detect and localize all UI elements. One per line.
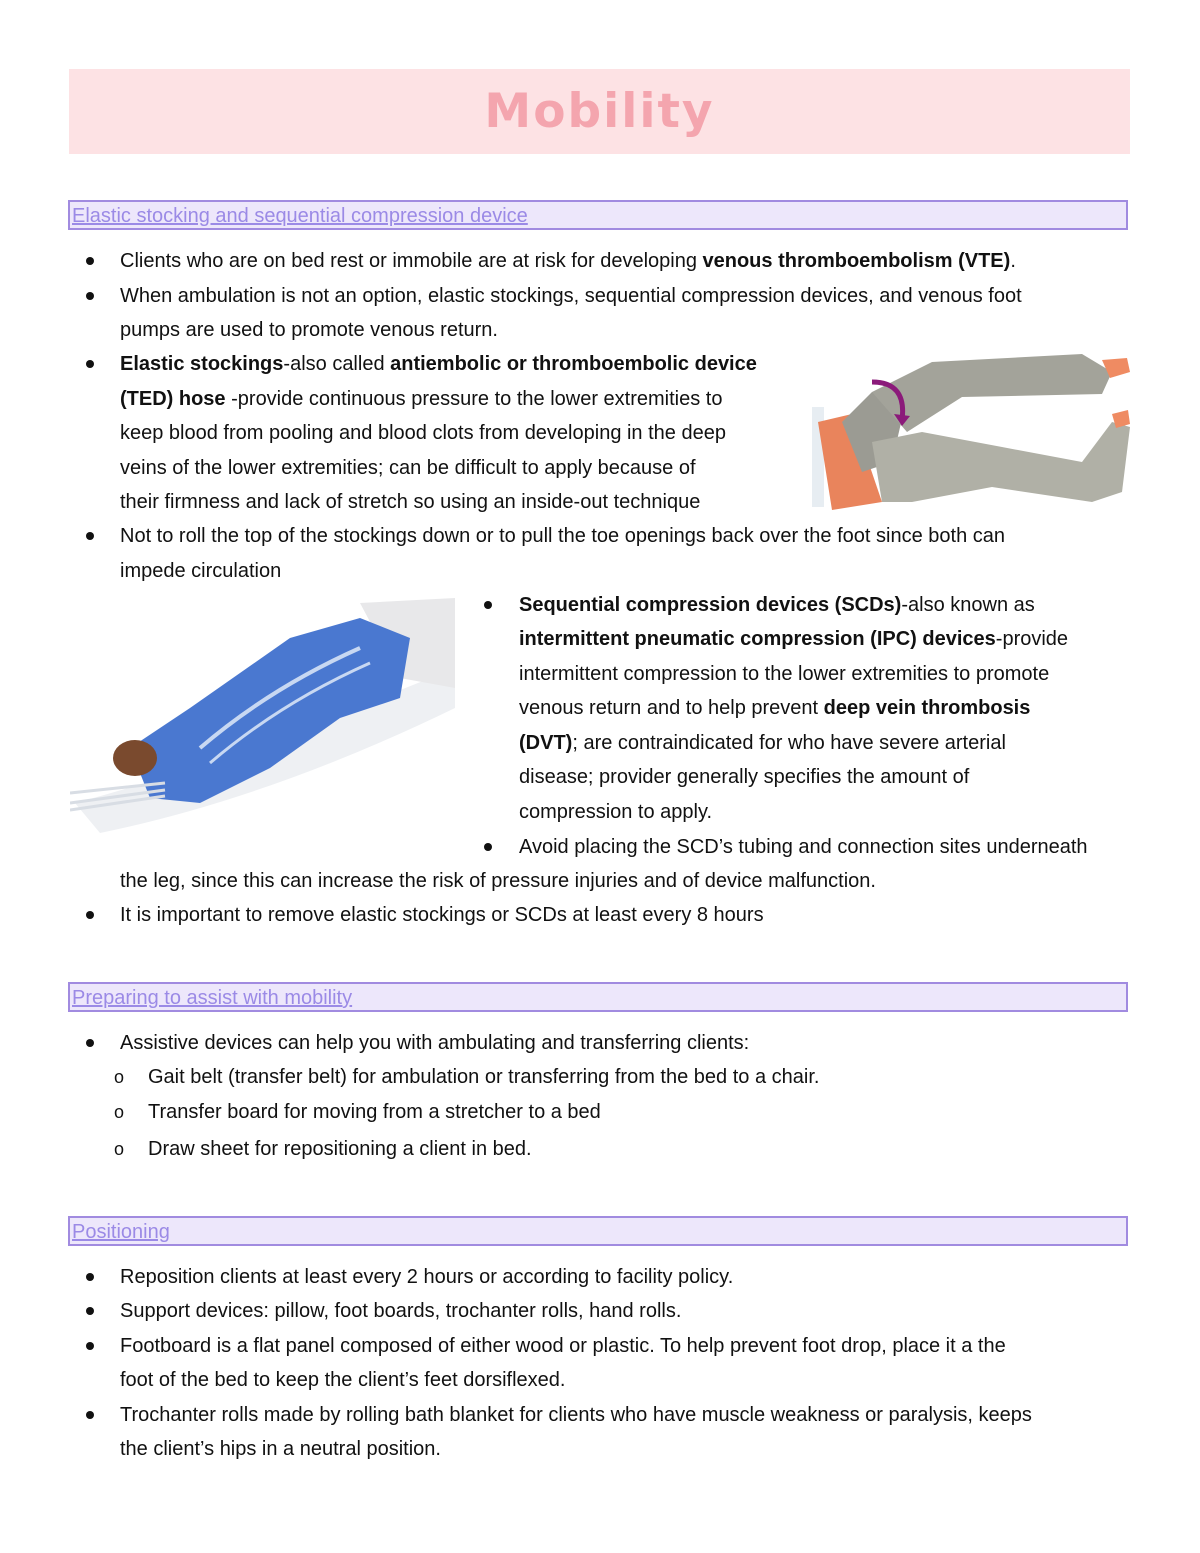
bullet-elastic-line1: Elastic stockings-also called antiembolic or thromboembolic device [120, 353, 757, 375]
bullet-roll-line1: Not to roll the top of the stockings down or to pull the toe openings back over the foot since both can [120, 525, 1005, 547]
bullet-marker [86, 532, 94, 540]
bullet-marker [86, 1342, 94, 1350]
bullet-marker [484, 601, 492, 609]
bullet-trochanter-line1: Trochanter rolls made by rolling bath blanket for clients who have muscle weakness or paralysis, keeps [120, 1404, 1032, 1426]
page-title: Mobility [484, 84, 715, 139]
bullet-ambulation-line2: pumps are used to promote venous return. [120, 319, 498, 341]
bullet-marker [86, 292, 94, 300]
stocking-leg-image [812, 352, 1130, 512]
bullet-scd-line3: intermittent compression to the lower extremities to promote [519, 663, 1050, 685]
bullet-vte: Clients who are on bed rest or immobile are at risk for developing venous thromboembolism (VTE). [120, 250, 1016, 272]
bullet-marker [86, 1273, 94, 1281]
bullet-ambulation-line1: When ambulation is not an option, elastic stockings, sequential compression devices, and venous foot [120, 285, 1022, 307]
bullet-roll-line2: impede circulation [120, 560, 282, 582]
bullet-marker [86, 1307, 94, 1315]
bullet-scd-line7: compression to apply. [519, 801, 713, 823]
bullet-scd-line5: (DVT); are contraindicated for who have severe arterial [519, 732, 1006, 754]
scd-leg-image [70, 598, 455, 838]
bullet-marker [86, 257, 94, 265]
bullet-tubing-line2: the leg, since this can increase the risk of pressure injuries and of device malfunction. [120, 870, 876, 892]
bullet-remove: It is important to remove elastic stockings or SCDs at least every 8 hours [120, 904, 764, 926]
sub-item-draw-sheet: Draw sheet for repositioning a client in bed. [148, 1138, 532, 1160]
bullet-elastic-line3: keep blood from pooling and blood clots from developing in the deep [120, 422, 726, 444]
section-heading-positioning [68, 1216, 1128, 1246]
bullet-elastic-line2: (TED) hose -provide continuous pressure to the lower extremities to [120, 388, 723, 410]
bullet-assistive: Assistive devices can help you with ambulating and transferring clients: [120, 1032, 750, 1054]
sub-item-transfer-board: Transfer board for moving from a stretcher to a bed [148, 1101, 601, 1123]
bullet-reposition: Reposition clients at least every 2 hours or according to facility policy. [120, 1266, 734, 1288]
stocking-upper-leg [872, 354, 1112, 432]
sub-bullet-marker: o [114, 1102, 125, 1122]
bullet-tubing-line1: Avoid placing the SCD’s tubing and connection sites underneath [519, 836, 1088, 858]
bullet-scd-line2: intermittent pneumatic compression (IPC) devices-provide [519, 628, 1069, 650]
section-heading-preparing [68, 982, 1128, 1012]
bullet-marker [86, 1411, 94, 1419]
bullet-marker [86, 360, 94, 368]
title-banner [69, 69, 1130, 154]
section-heading-text: Preparing to assist with mobility [72, 987, 353, 1009]
bullet-scd-line6: disease; provider generally specifies the amount of [519, 766, 970, 788]
bullet-support-devices: Support devices: pillow, foot boards, trochanter rolls, hand rolls. [120, 1300, 682, 1322]
foot-toes [113, 740, 157, 776]
sub-item-gait-belt: Gait belt (transfer belt) for ambulation or transferring from the bed to a chair. [148, 1066, 820, 1088]
sub-bullet-marker: o [114, 1067, 125, 1087]
section-heading-text: Positioning [72, 1221, 170, 1243]
bullet-marker [86, 1039, 94, 1047]
bullet-trochanter-line2: the client’s hips in a neutral position. [120, 1438, 441, 1460]
bullet-marker [86, 911, 94, 919]
bullet-footboard-line2: foot of the bed to keep the client’s feet dorsiflexed. [120, 1369, 566, 1391]
section-heading-elastic-stocking [68, 200, 1128, 230]
bullet-scd-line1: Sequential compression devices (SCDs)-also known as [519, 594, 1035, 616]
section-heading-text: Elastic stocking and sequential compression device [72, 205, 528, 227]
bullet-marker [484, 843, 492, 851]
stocking-lower-leg [872, 422, 1130, 502]
bullet-footboard-line1: Footboard is a flat panel composed of either wood or plastic. To help prevent foot drop, place it a the [120, 1335, 1006, 1357]
sub-bullet-marker: o [114, 1139, 125, 1159]
bullet-elastic-line5: their firmness and lack of stretch so using an inside-out technique [120, 491, 701, 513]
bullet-scd-line4: venous return and to help prevent deep vein thrombosis [519, 697, 1031, 719]
bullet-elastic-line4: veins of the lower extremities; can be difficult to apply because of [120, 457, 696, 479]
